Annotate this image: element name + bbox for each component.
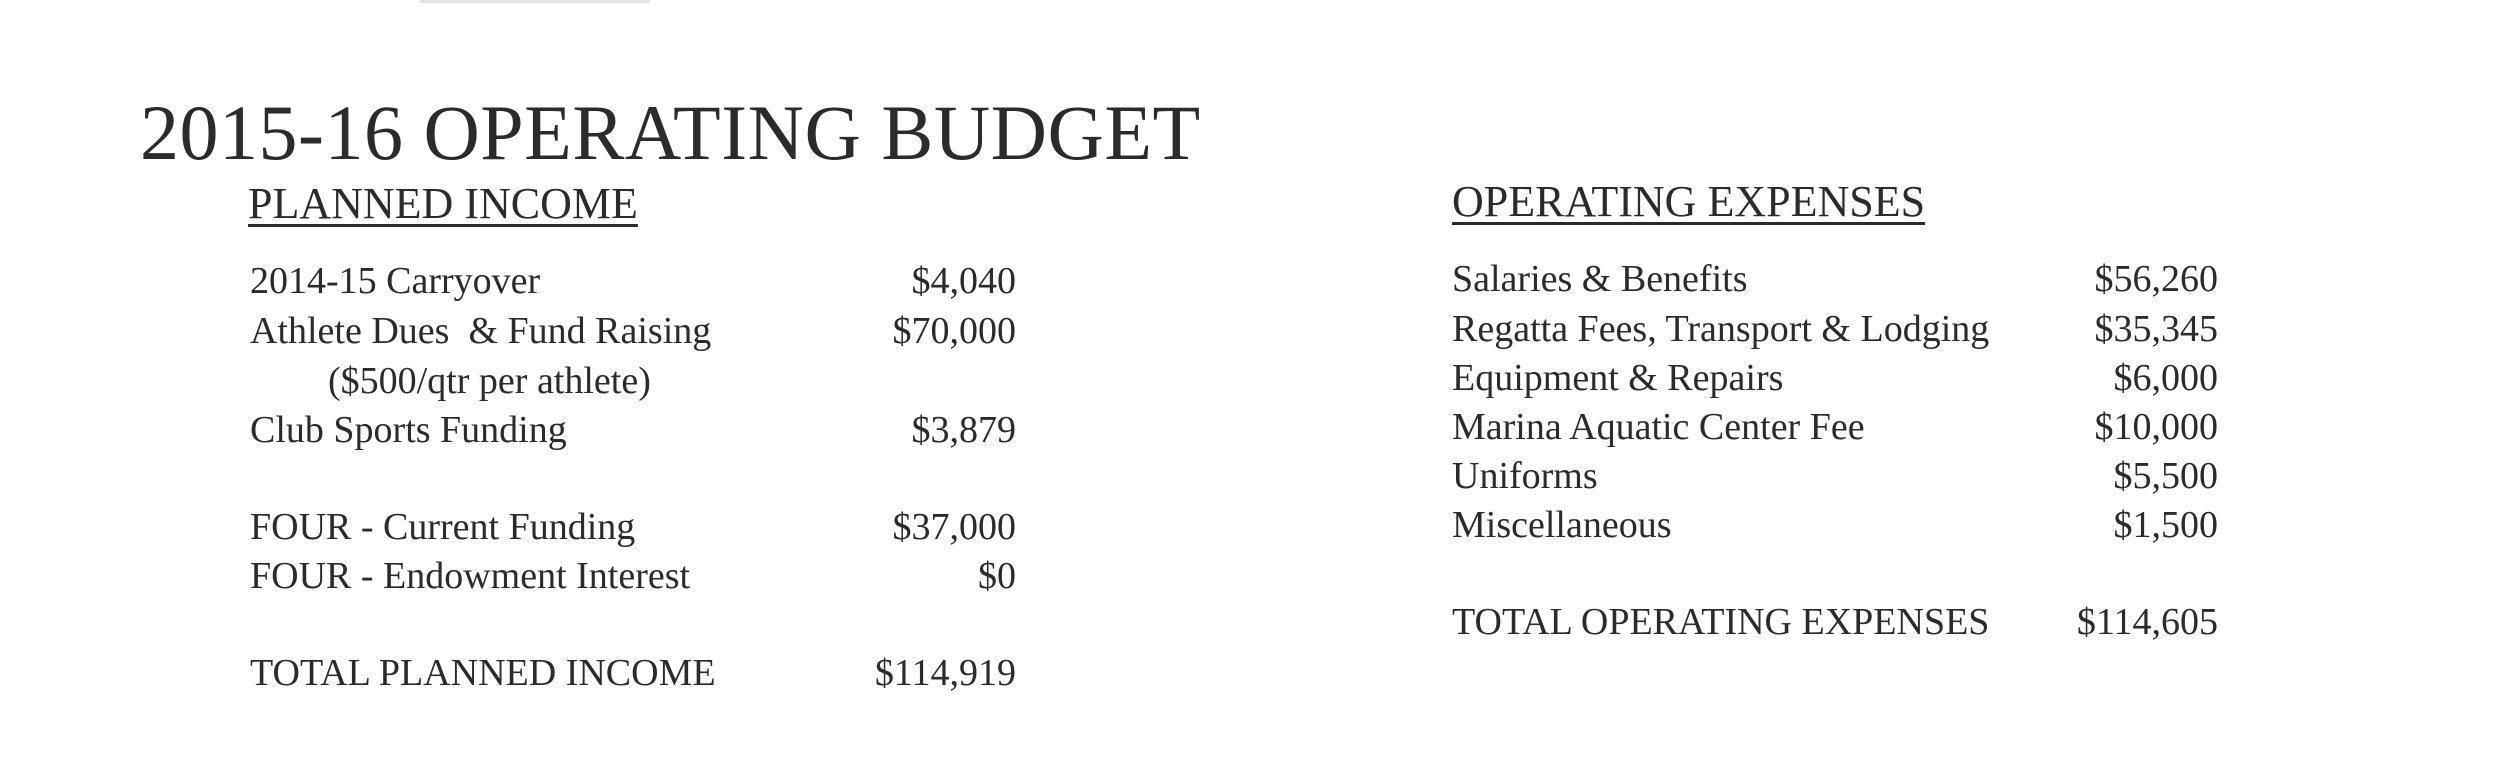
expense-label: Marina Aquatic Center Fee [1452, 406, 1865, 448]
income-total-row [250, 654, 1016, 692]
expense-row-equipment [1452, 359, 2218, 397]
expense-amount: $56,260 [2094, 258, 2218, 300]
expenses-total-amount: $114,605 [2076, 601, 2218, 643]
athlete-dues-note: ($500/qtr per athlete) [328, 360, 651, 402]
income-row-four-endowment [250, 557, 1016, 595]
income-label: Athlete Dues & Fund Raising [250, 310, 712, 352]
expense-amount: $6,000 [2113, 357, 2218, 399]
income-label: FOUR - Current Funding [250, 506, 636, 548]
expense-row-marina [1452, 408, 2218, 446]
income-amount: $4,040 [911, 260, 1016, 302]
income-label: FOUR - Endowment Interest [250, 555, 691, 597]
expense-amount: $10,000 [2094, 406, 2218, 448]
income-amount: $0 [978, 555, 1016, 597]
expense-row-uniforms [1452, 457, 2218, 495]
expense-label: Salaries & Benefits [1452, 258, 1748, 300]
income-row-club-sports [250, 411, 1016, 449]
income-row-carryover [250, 262, 1016, 300]
scan-artifact [420, 0, 650, 3]
expense-label: Miscellaneous [1452, 504, 1672, 546]
income-label: Club Sports Funding [250, 409, 567, 451]
expense-row-miscellaneous [1452, 506, 2218, 544]
income-amount: $3,879 [911, 409, 1016, 451]
page-title: 2015-16 OPERATING BUDGET [140, 89, 1201, 177]
income-amount: $70,000 [892, 310, 1016, 352]
expense-amount: $35,345 [2094, 308, 2218, 350]
expense-row-regatta [1452, 310, 2218, 348]
income-amount: $37,000 [892, 506, 1016, 548]
expense-amount: $5,500 [2113, 455, 2218, 497]
expense-row-salaries [1452, 260, 2218, 298]
income-label: 2014-15 Carryover [250, 260, 541, 302]
income-heading: PLANNED INCOME [248, 179, 638, 228]
expense-amount: $1,500 [2113, 504, 2218, 546]
expenses-total-label: TOTAL OPERATING EXPENSES [1452, 601, 1990, 643]
income-total-label: TOTAL PLANNED INCOME [250, 652, 716, 694]
expense-label: Uniforms [1452, 455, 1598, 497]
income-total-amount: $114,919 [874, 652, 1016, 694]
expense-label: Equipment & Repairs [1452, 357, 1784, 399]
expenses-heading: OPERATING EXPENSES [1452, 177, 1926, 226]
income-row-four-current [250, 508, 1016, 546]
expenses-total-row [1452, 603, 2218, 641]
expense-label: Regatta Fees, Transport & Lodging [1452, 308, 1990, 350]
income-row-athlete-dues [250, 312, 1016, 350]
